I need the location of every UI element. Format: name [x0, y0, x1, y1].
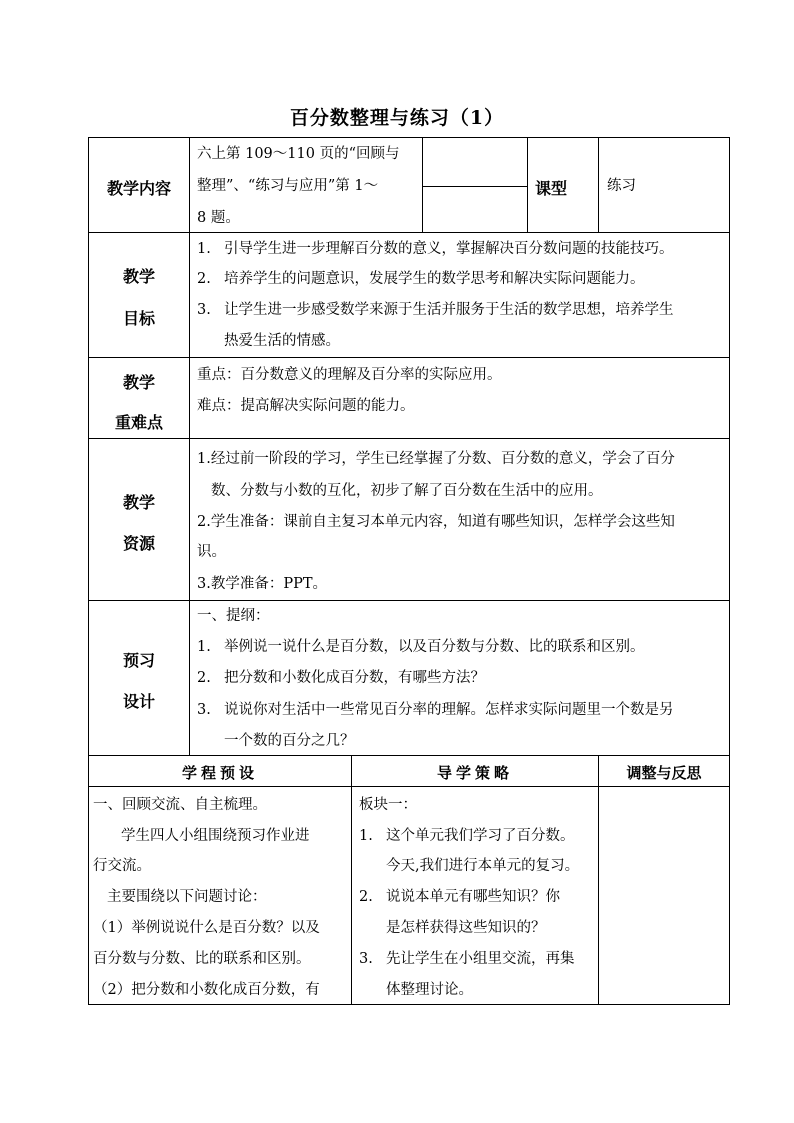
goal-text: 热爱生活的情感。 — [224, 333, 340, 349]
row-divider — [89, 438, 729, 439]
goal-text: 引导学生进一步理解百分数的意义，掌握解决百分数问题的技能技巧。 — [224, 241, 674, 257]
row-divider — [89, 786, 729, 787]
header-strategy: 导学策略 — [436, 764, 513, 782]
preview-text: 把分数和小数化成百分数，有哪些方法？ — [224, 670, 485, 686]
row-divider — [89, 755, 729, 756]
goals-label: 目标 — [122, 309, 155, 328]
col-divider — [598, 138, 599, 232]
preview-number: 2. — [197, 670, 211, 686]
row-divider — [89, 357, 729, 358]
col-divider — [527, 138, 528, 232]
resource-line: 3.教学准备：PPT。 — [197, 576, 328, 592]
process-line: 学生四人小组围绕预习作业进 — [121, 828, 310, 844]
cell-divider — [422, 186, 527, 187]
strategy-number: 2. — [359, 889, 373, 905]
page-title: 百分数整理与练习（1） — [289, 107, 505, 129]
row-divider — [89, 232, 729, 233]
header-reflection: 调整与反思 — [626, 764, 702, 782]
keypoints-label: 重难点 — [114, 413, 163, 432]
resource-line: 数、分数与小数的互化，初步了解了百分数在生活中的应用。 — [211, 483, 603, 499]
goal-text: 培养学生的问题意识，发展学生的数学思考和解决实际问题能力。 — [224, 271, 645, 287]
content-line: 8 题。 — [197, 210, 240, 226]
col-divider — [598, 755, 599, 1005]
strategy-text: 这个单元我们学习了百分数。 — [386, 828, 575, 844]
goal-number: 2. — [197, 271, 211, 287]
content-line: 整理”、“练习与应用”第 1～ — [197, 178, 379, 194]
preview-number: 3. — [197, 702, 211, 718]
type-value: 练习 — [607, 178, 636, 194]
resources-label: 教学 — [122, 493, 155, 512]
preview-text: 说说你对生活中一些常见百分率的理解。怎样求实际问题里一个数是另 — [224, 702, 674, 718]
difficulty-text: 难点：提高解决实际问题的能力。 — [197, 398, 415, 414]
col-divider — [422, 138, 423, 232]
resource-line: 2.学生准备：课前自主复习本单元内容，知道有哪些知识，怎样学会这些知 — [197, 514, 675, 530]
process-line: 主要围绕以下问题讨论： — [107, 889, 267, 905]
strategy-text: 说说本单元有哪些知识？你 — [386, 889, 560, 905]
focus-text: 重点：百分数意义的理解及百分率的实际应用。 — [197, 367, 502, 383]
row-divider — [89, 600, 729, 601]
strategy-block: 板块一： — [359, 797, 417, 813]
resources-label: 资源 — [122, 534, 155, 553]
content-label: 教学内容 — [106, 179, 171, 198]
preview-label: 设计 — [122, 692, 155, 711]
strategy-text: 先让学生在小组里交流，再集 — [386, 951, 575, 967]
strategy-text: 体整理讨论。 — [386, 982, 473, 998]
process-line: （2）把分数和小数化成百分数，有 — [93, 982, 320, 998]
process-line: 一、回顾交流、自主梳理。 — [93, 797, 267, 813]
process-line: （1）举例说说什么是百分数？以及 — [93, 920, 320, 936]
strategy-number: 1. — [359, 828, 373, 844]
goal-number: 3. — [197, 302, 211, 318]
preview-outline: 一、提纲： — [197, 608, 270, 624]
resource-line: 识。 — [197, 544, 226, 560]
col-divider — [351, 755, 352, 1005]
strategy-number: 3. — [359, 951, 373, 967]
col-divider — [189, 138, 190, 755]
lesson-plan-table — [88, 137, 730, 1005]
goal-text: 让学生进一步感受数学来源于生活并服务于生活的数学思想，培养学生 — [224, 302, 674, 318]
preview-number: 1. — [197, 639, 211, 655]
type-label: 课型 — [535, 179, 568, 198]
resource-line: 1.经过前一阶段的学习，学生已经掌握了分数、百分数的意义，学会了百分 — [197, 451, 675, 467]
content-line: 六上第 109～110 页的“回顾与 — [197, 146, 400, 162]
keypoints-label: 教学 — [122, 373, 155, 392]
strategy-text: 今天,我们进行本单元的复习。 — [386, 858, 580, 874]
preview-text: 一个数的百分之几？ — [224, 733, 355, 749]
goals-label: 教学 — [122, 267, 155, 286]
preview-label: 预习 — [122, 651, 155, 670]
strategy-text: 是怎样获得这些知识的？ — [386, 920, 546, 936]
process-line: 百分数与分数、比的联系和区别。 — [93, 951, 311, 967]
goal-number: 1. — [197, 241, 211, 257]
header-process: 学程预设 — [181, 764, 258, 782]
preview-text: 举例说一说什么是百分数，以及百分数与分数、比的联系和区别。 — [224, 639, 645, 655]
process-line: 行交流。 — [93, 858, 151, 874]
